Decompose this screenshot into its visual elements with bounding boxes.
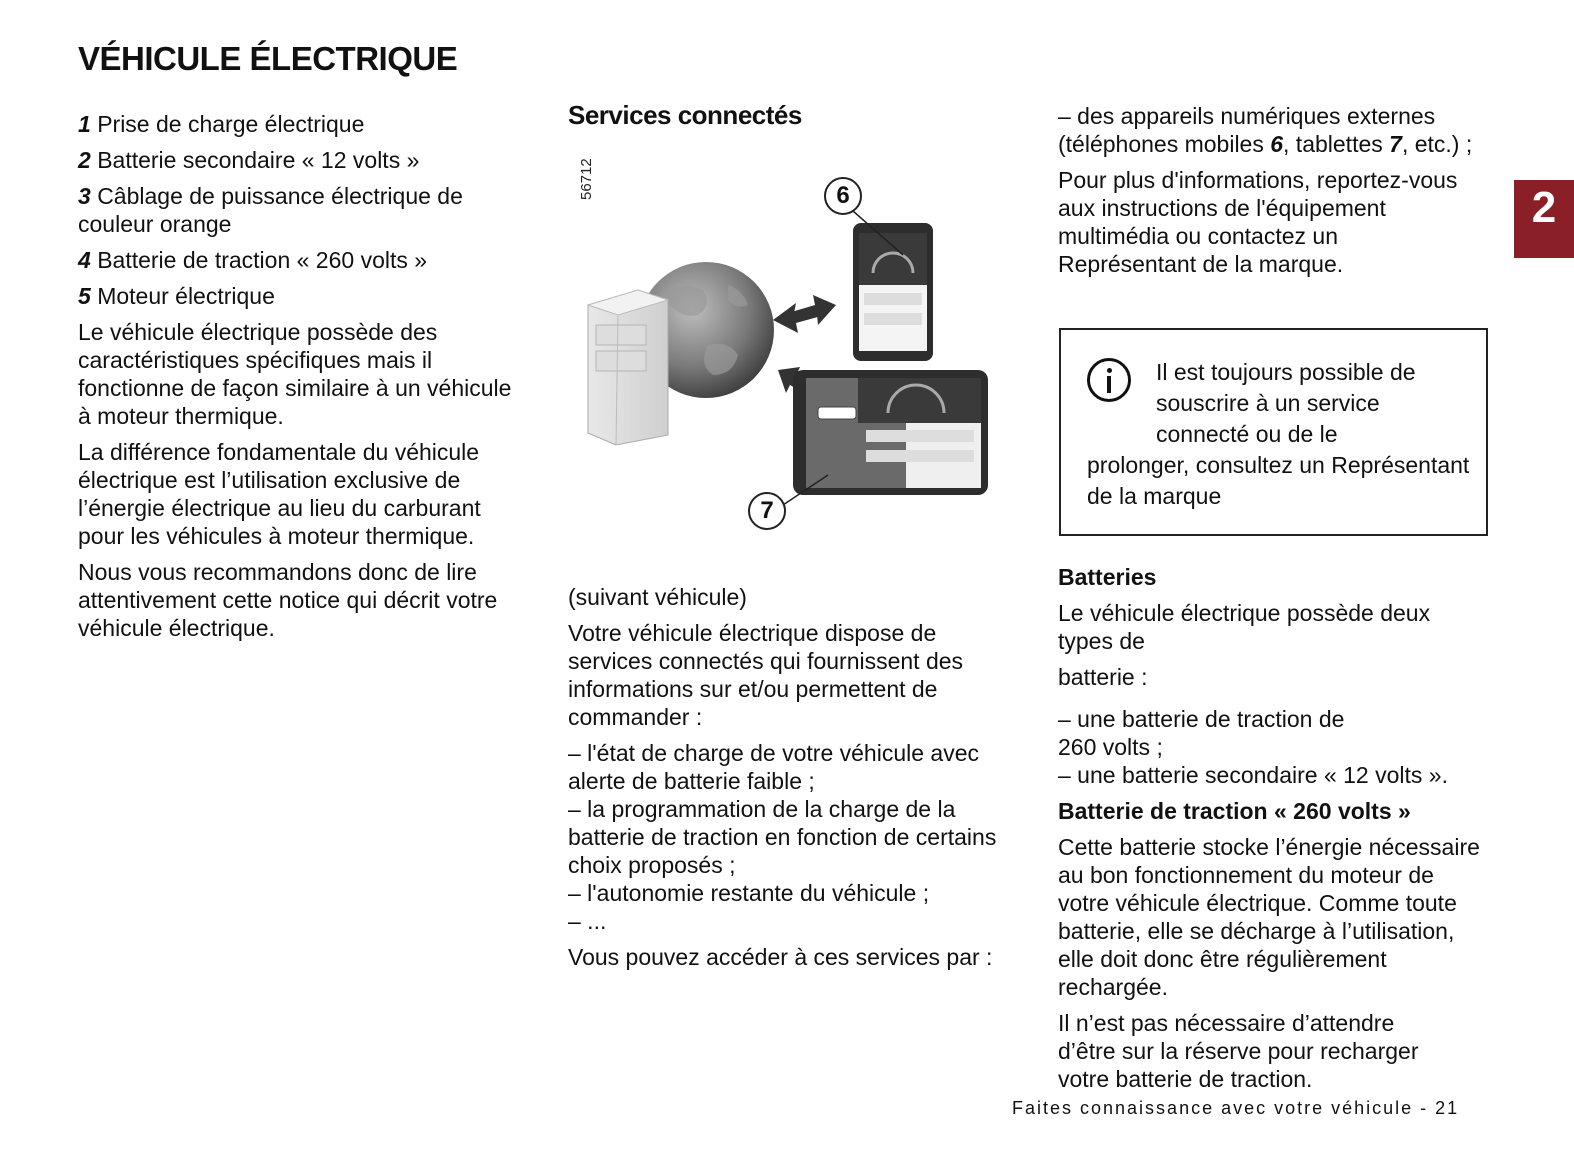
note-text: prolonger, consultez un Représentant de la marque bbox=[1087, 452, 1470, 509]
paragraph: Le véhicule électrique possède des caractéristiques spécifiques mais il fonctionne de façon similaire à un véhicule à moteur thermique. bbox=[78, 319, 512, 429]
list-item: – la programmation de la charge de la batterie de traction en fonction de certains choix proposés ; bbox=[568, 796, 997, 878]
list-item: 4 Batterie de traction « 260 volts » bbox=[78, 247, 428, 273]
note-text: Il est toujours possible de souscrire à un service connecté ou de le bbox=[1156, 359, 1416, 447]
section-heading: Services connectés bbox=[568, 100, 802, 130]
column-right bbox=[1058, 102, 1498, 286]
connected-services-illustration bbox=[568, 145, 1008, 540]
dash-list bbox=[1058, 705, 1498, 789]
callout-6: 6 bbox=[824, 177, 862, 215]
server-icon bbox=[588, 290, 668, 445]
column-right-lower bbox=[1058, 563, 1498, 1101]
traction-heading: Batterie de traction « 260 volts » bbox=[1058, 798, 1411, 824]
callout-7: 7 bbox=[748, 492, 786, 530]
figure-code: 56712 bbox=[578, 158, 595, 200]
paragraph: Pour plus d'informations, reportez-vous aux instructions de l'équipement multimédia ou contactez un Représentant de la marque. bbox=[1058, 167, 1458, 277]
paragraph: (suivant véhicule) bbox=[568, 584, 747, 610]
list-item: 5 Moteur électrique bbox=[78, 283, 275, 309]
column-middle bbox=[568, 583, 1008, 979]
devices-paragraph: – des appareils numériques externes (téléphones mobiles 6, tablettes 7, etc.) ; bbox=[1058, 103, 1473, 157]
paragraph: Le véhicule électrique possède deux types de bbox=[1058, 600, 1431, 654]
paragraph: Il n’est pas nécessaire d’attendre d’être sur la réserve pour recharger votre batterie de traction. bbox=[1058, 1010, 1419, 1092]
tablet-icon bbox=[793, 370, 988, 495]
list-item: – une batterie de traction de 260 volts ; bbox=[1058, 706, 1345, 760]
list-item: – l'autonomie restante du véhicule ; bbox=[568, 880, 930, 906]
section-tab: 2 bbox=[1514, 180, 1574, 258]
dash-list bbox=[568, 739, 1008, 935]
page-title: VÉHICULE ÉLECTRIQUE bbox=[78, 40, 458, 77]
list-item: – l'état de charge de votre véhicule avec alerte de batterie faible ; bbox=[568, 740, 979, 794]
list-item: 1 Prise de charge électrique bbox=[78, 111, 365, 137]
paragraph: batterie : bbox=[1058, 664, 1148, 690]
paragraph: La différence fondamentale du véhicule électrique est l’utilisation exclusive de l’énergie électrique au lieu du carburant pour les véhicules à moteur thermique. bbox=[78, 439, 481, 549]
illustration-svg bbox=[568, 145, 1008, 540]
list-item: 3 Câblage de puissance électrique de couleur orange bbox=[78, 183, 463, 237]
phone-icon bbox=[853, 223, 933, 361]
list-item: – ... bbox=[568, 908, 607, 934]
column-left bbox=[78, 110, 518, 650]
info-note-box bbox=[1059, 328, 1488, 536]
list-item: 2 Batterie secondaire « 12 volts » bbox=[78, 147, 420, 173]
paragraph: Nous vous recommandons donc de lire attentivement cette notice qui décrit votre véhicule électrique. bbox=[78, 559, 498, 641]
list-item: – une batterie secondaire « 12 volts ». bbox=[1058, 762, 1448, 788]
paragraph: Cette batterie stocke l’énergie nécessaire au bon fonctionnement du moteur de votre véhicule électrique. Comme toute batterie, elle se décharge à l’utilisation, elle doit donc être régulièrement rechargée. bbox=[1058, 834, 1480, 1000]
info-icon bbox=[1087, 358, 1131, 402]
paragraph: Votre véhicule électrique dispose de services connectés qui fournissent des informations sur et/ou permettent de commander : bbox=[568, 620, 964, 730]
paragraph: Vous pouvez accéder à ces services par : bbox=[568, 944, 993, 970]
batteries-heading: Batteries bbox=[1058, 564, 1157, 590]
page-footer: Faites connaissance avec votre véhicule - 21 bbox=[1012, 1098, 1460, 1118]
